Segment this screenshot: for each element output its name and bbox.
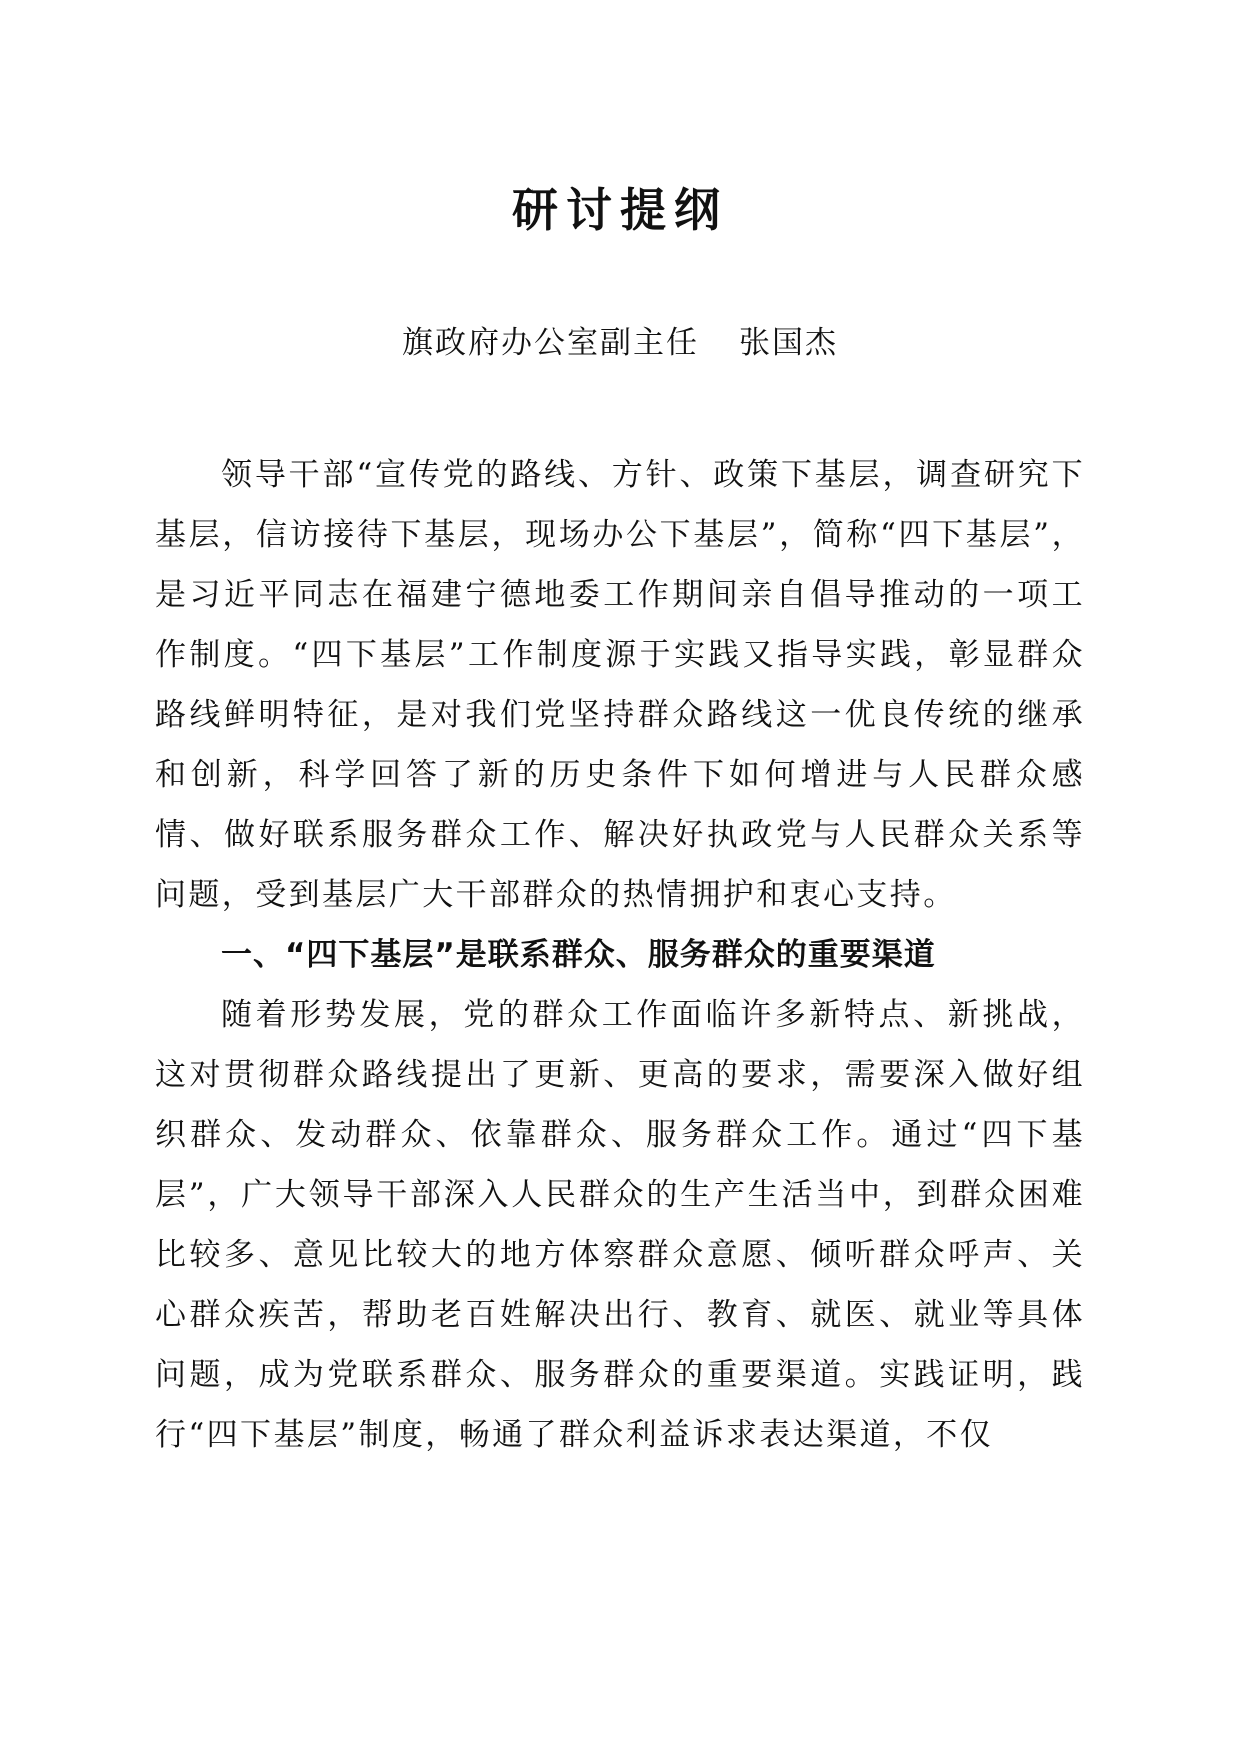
intro-paragraph: 领导干部“宣传党的路线、方针、政策下基层，调查研究下基层，信访接待下基层，现场办公下基层”，简称“四下基层”，是习近平同志在福建宁德地委工作期间亲自倡导推动的一项工作制度。“四下基层”工作制度源于实践又指导实践，彰显群众路线鲜明特征，是对我们党坚持群众路线这一优良传统的继承和创新，科学回答了新的历史条件下如何增进与人民群众感情、做好联系服务群众工作、解决好执政党与人民群众关系等问题，受到基层广大干部群众的热情拥护和衷心支持。 <box>155 457 1085 913</box>
author-line <box>0 318 1240 368</box>
author-position: 旗政府办公室副主任 <box>402 325 699 361</box>
document-body <box>155 445 1085 1465</box>
section-heading: 一、“四下基层”是联系群众、服务群众的重要渠道 <box>221 937 936 973</box>
author-name: 张国杰 <box>739 325 838 361</box>
section-paragraph: 随着形势发展，党的群众工作面临许多新特点、新挑战，这对贯彻群众路线提出了更新、更高的要求，需要深入做好组织群众、发动群众、依靠群众、服务群众工作。通过“四下基层”，广大领导干部深入人民群众的生产生活当中，到群众困难比较多、意见比较大的地方体察群众意愿、倾听群众呼声、关心群众疾苦，帮助老百姓解决出行、教育、就医、就业等具体问题，成为党联系群众、服务群众的重要渠道。实践证明，践行“四下基层”制度，畅通了群众利益诉求表达渠道，不仅 <box>155 997 1085 1453</box>
document-title: 研讨提纲 <box>512 183 728 237</box>
